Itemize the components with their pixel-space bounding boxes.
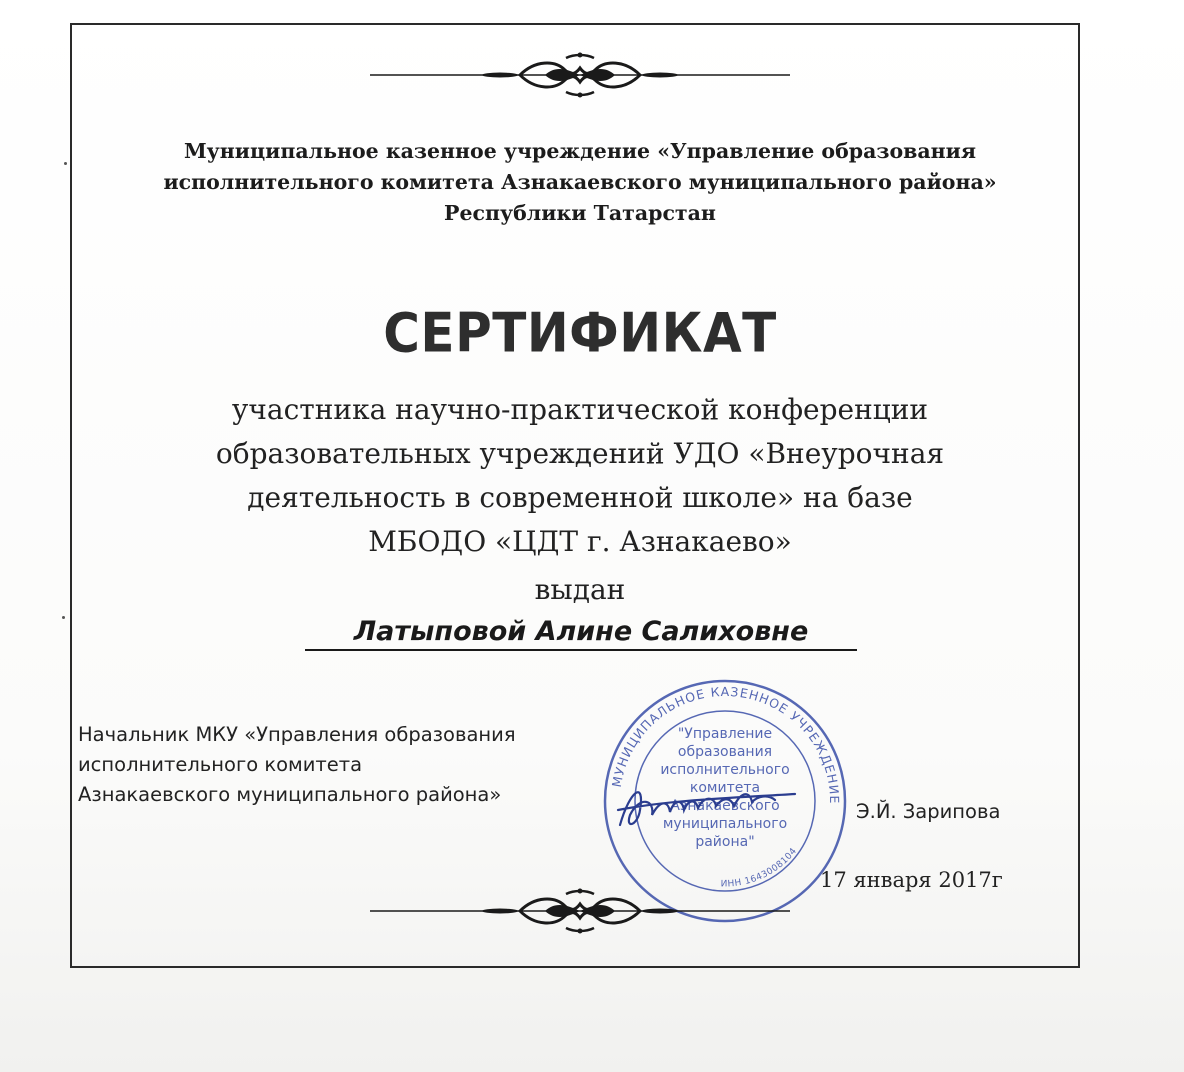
subtitle-line-4: МБОДО «ЦДТ г. Азнакаево» (368, 525, 792, 558)
scan-speck (64, 162, 67, 165)
issuing-organization-header (80, 136, 1080, 229)
stamp-center-line-5: Азнакаевского (670, 798, 780, 814)
stamp-bottom-text: ИНН 1643008104 (720, 846, 800, 890)
stamp-center-line-2: образования (677, 744, 773, 760)
header-line-3: Республики Татарстан (444, 201, 716, 225)
header-line-1: Муниципальное казенное учреждение «Управление образования (183, 139, 977, 163)
subtitle-line-2: образовательных учреждений УДО «Внеурочная (215, 437, 945, 470)
certificate-title: СЕРТИФИКАТ (383, 301, 777, 365)
top-ornament-divider (370, 52, 790, 98)
subtitle-line-1: участника научно-практической конференции (231, 393, 929, 426)
stamp-center-line-6: муниципального (662, 816, 788, 832)
scan-speck (62, 616, 65, 619)
signer-position (78, 720, 638, 810)
stamp-center-line-1: "Управление (677, 726, 773, 742)
issue-date: 17 января 2017г (820, 868, 1003, 892)
bottom-ornament-divider (370, 888, 790, 934)
issued-label: выдан (534, 573, 626, 606)
signer-line-2: исполнительного комитета (78, 753, 363, 776)
stamp-center-line-3: исполнительного (660, 762, 790, 778)
stamp-center-line-4: комитета (689, 780, 761, 796)
recipient-name: Латыповой Алине Салиховне (305, 616, 857, 651)
stamp-outer-text: МУНИЦИПАЛЬНОЕ КАЗЕННОЕ УЧРЕЖДЕНИЕ (608, 683, 843, 805)
signer-name: Э.Й. Зарипова (856, 800, 1001, 823)
certificate-subtitle (80, 388, 1080, 564)
header-line-2: исполнительного комитета Азнакаевского муниципального района» (163, 170, 997, 194)
subtitle-line-3: деятельность в современной школе» на базе (247, 481, 913, 514)
signer-line-3: Азнакаевского муниципального района» (78, 783, 502, 806)
stamp-center-line-7: района" (695, 834, 755, 850)
handwritten-signature (610, 770, 800, 840)
signer-line-1: Начальник МКУ «Управления образования (78, 723, 516, 746)
